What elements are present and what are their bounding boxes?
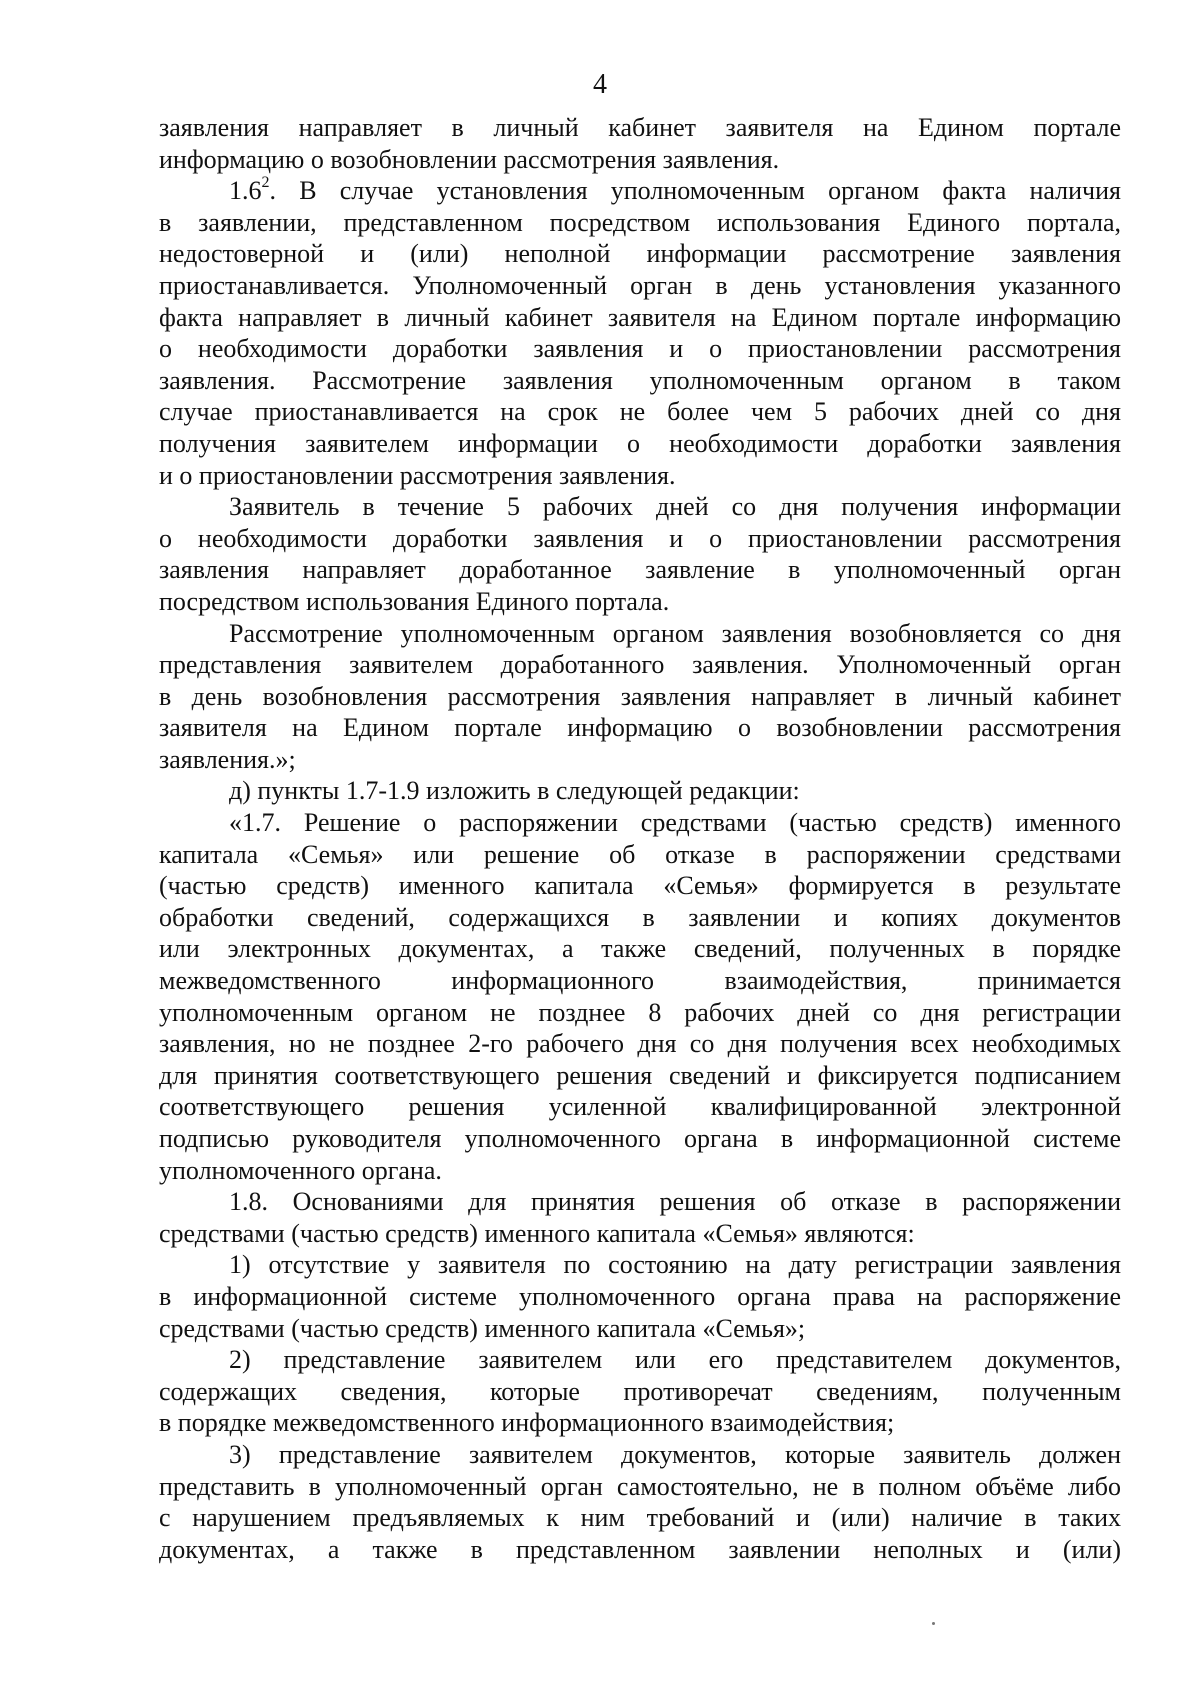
text-line-content: средствами (частью средств) именного капитала «Семья» являются: [159,1218,915,1248]
text-line [159,1091,1121,1123]
text-line-content: соответствующего решения усиленной квалифицированной электронной [159,1092,1121,1122]
text-line [159,1534,1121,1566]
text-line-content: д) пункты 1.7-1.9 изложить в следующей редакции: [229,776,800,806]
text-line [159,1155,1121,1187]
text-line [159,1313,1121,1345]
text-line [159,649,1121,681]
text-line [159,1344,1121,1376]
text-line-content: документах, а также в представленном заявлении неполных и (или) [159,1534,1121,1564]
text-line-content: в заявлении, представленном посредством использования Единого портала, [159,207,1121,237]
text-line-content: капитала «Семья» или решение об отказе в распоряжении средствами [159,839,1121,869]
text-line-content: для принятия соответствующего решения сведений и фиксируется подписанием [159,1060,1121,1090]
text-line [159,1502,1121,1534]
text-line [159,491,1121,523]
text-line [159,902,1121,934]
text-line [159,396,1121,428]
text-line-content: межведомственного информационного взаимодействия, принимается [159,966,1121,996]
text-line-content: 2) представление заявителем или его представителем документов, [229,1345,1121,1375]
text-line-content: с нарушением предъявляемых к ним требований и (или) наличие в таких [159,1503,1121,1533]
text-line [159,681,1121,713]
text-line-content: 1.6 [229,176,262,206]
text-line-content: заявления. Рассмотрение заявления уполномоченным органом в таком [159,365,1121,395]
text-line-content: 3) представление заявителем документов, которые заявитель должен [229,1439,1121,1469]
text-line-content: факта направляет в личный кабинет заявителя на Едином портале информацию [159,302,1121,332]
text-line-content: представления заявителем доработанного заявления. Уполномоченный орган [159,650,1121,680]
text-line-content: представить в уполномоченный орган самостоятельно, не в полном объёме либо [159,1471,1121,1501]
text-line-content: обработки сведений, содержащихся в заявлении и копиях документов [159,902,1121,932]
text-line [159,207,1121,239]
text-line-content: в день возобновления рассмотрения заявления направляет в личный кабинет [159,681,1121,711]
text-line [159,365,1121,397]
text-line-content: Рассмотрение уполномоченным органом заявления возобновляется со дня [229,618,1121,648]
scan-speck [932,1622,935,1625]
text-line [159,1281,1121,1313]
text-line [159,1376,1121,1408]
text-line-content: заявления направляет в личный кабинет заявителя на Едином портале [159,113,1121,142]
text-line [159,460,1121,492]
text-line-content: «1.7. Решение о распоряжении средствами (частью средств) именного [229,808,1121,838]
text-line-content: Заявитель в течение 5 рабочих дней со дня получения информации [229,492,1121,522]
text-line-content: заявления направляет доработанное заявление в уполномоченный орган [159,555,1121,585]
text-line-content: информацию о возобновлении рассмотрения заявления. [159,144,780,174]
text-line [159,112,1121,144]
text-line-content: (частью средств) именного капитала «Семья» формируется в результате [159,871,1121,901]
text-line [159,1060,1121,1092]
text-line-content: заявления.»; [159,744,296,774]
text-line [159,712,1121,744]
text-line [159,1123,1121,1155]
text-line [159,744,1121,776]
text-line-content: или электронных документах, а также сведений, полученных в порядке [159,934,1121,964]
text-line [159,997,1121,1029]
superscript: 2 [261,174,270,192]
text-line [159,775,1121,807]
text-line [159,1028,1121,1060]
text-line [159,175,1121,207]
text-line-content: 1.8. Основаниями для принятия решения об отказе в распоряжении [229,1187,1121,1217]
text-line-content: случае приостанавливается на срок не более чем 5 рабочих дней со дня [159,397,1121,427]
text-line-content: уполномоченным органом не позднее 8 рабочих дней со дня регистрации [159,997,1121,1027]
text-line-continuation: . В случае установления уполномоченным органом факта наличия [269,176,1121,206]
text-line [159,428,1121,460]
text-line-content: в порядке межведомственного информационного взаимодействия; [159,1408,895,1438]
document-body [159,112,1121,1565]
text-line-content: заявления, но не позднее 2-го рабочего дня со дня получения всех необходимых [159,1029,1121,1059]
text-line-content: приостанавливается. Уполномоченный орган в день установления указанного [159,270,1121,300]
page-number: 4 [593,69,607,100]
text-line [159,238,1121,270]
text-line [159,554,1121,586]
text-line [159,618,1121,650]
text-line [159,523,1121,555]
text-line [159,1471,1121,1503]
text-line [159,807,1121,839]
text-line [159,839,1121,871]
text-line-content: о необходимости доработки заявления и о приостановлении рассмотрения [159,334,1121,364]
text-line [159,270,1121,302]
text-line [159,144,1121,176]
text-line [159,933,1121,965]
text-line [159,586,1121,618]
text-line [159,1407,1121,1439]
text-line-content: недостоверной и (или) неполной информации рассмотрение заявления [159,239,1121,269]
text-line-content: о необходимости доработки заявления и о приостановлении рассмотрения [159,523,1121,553]
text-line-content: в информационной системе уполномоченного органа права на распоряжение [159,1281,1121,1311]
text-line-content: подписью руководителя уполномоченного органа в информационной системе [159,1124,1121,1153]
text-line-content: заявителя на Едином портале информацию о возобновлении рассмотрения [159,713,1121,743]
text-line [159,1249,1121,1281]
text-line [159,870,1121,902]
text-line-content: уполномоченного органа. [159,1155,442,1185]
text-line-content: посредством использования Единого портала. [159,586,670,616]
text-line [159,333,1121,365]
text-line-content: 1) отсутствие у заявителя по состоянию на дату регистрации заявления [229,1250,1121,1280]
text-line [159,965,1121,997]
text-line-content: средствами (частью средств) именного капитала «Семья»; [159,1313,806,1343]
text-line [159,1186,1121,1218]
text-line-content: и о приостановлении рассмотрения заявления. [159,460,676,490]
text-line-content: получения заявителем информации о необходимости доработки заявления [159,428,1121,458]
text-line-content: содержащих сведения, которые противоречат сведениям, полученным [159,1376,1121,1406]
text-line [159,1439,1121,1471]
text-line [159,1218,1121,1250]
text-line [159,302,1121,334]
